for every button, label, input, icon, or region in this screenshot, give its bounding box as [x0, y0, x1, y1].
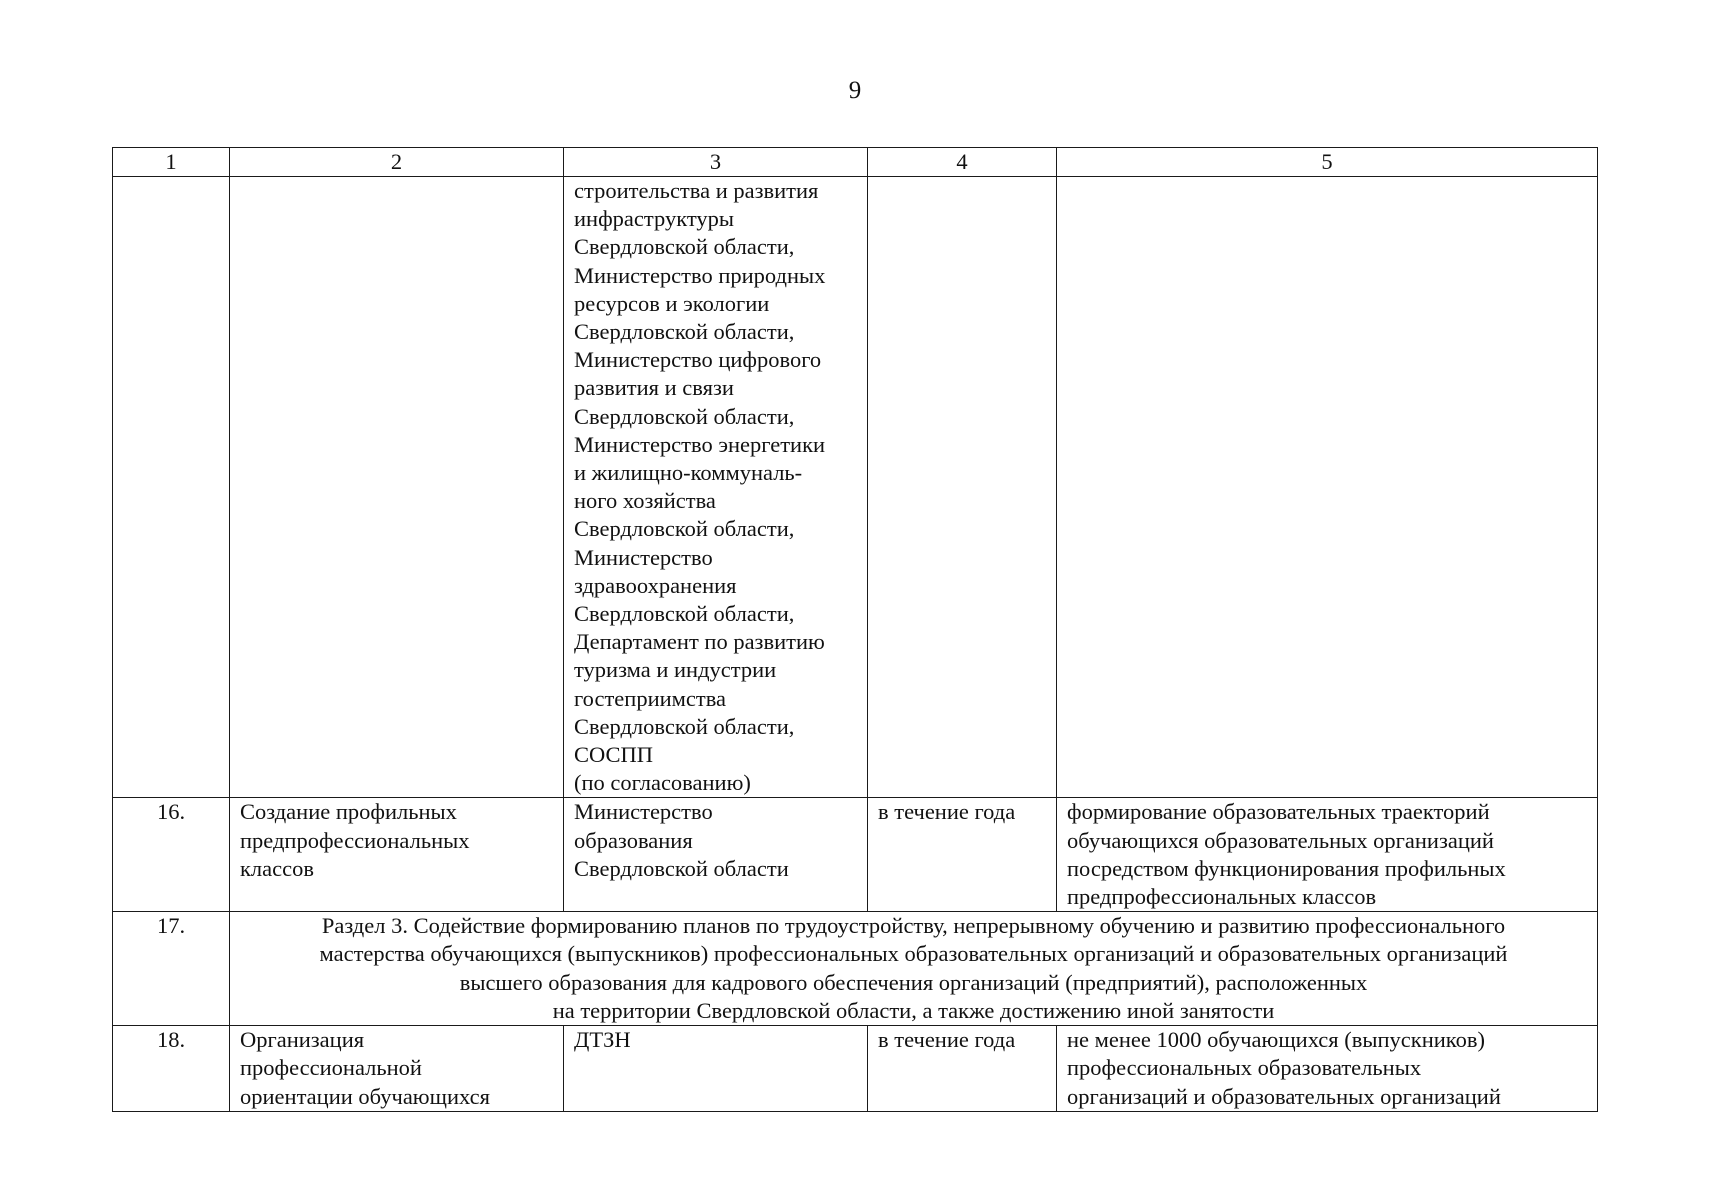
table-row: [113, 1026, 1598, 1112]
result-cell: не менее 1000 обучающихся (выпускников) профессиональных образовательных организаций и образовательных организаций: [1057, 1026, 1598, 1112]
table-row: [113, 177, 1598, 798]
executor-cell: Министерство образования Свердловской области: [564, 798, 868, 912]
term-cell: в течение года: [868, 1026, 1057, 1112]
column-header: 4: [868, 148, 1057, 177]
column-header: 1: [113, 148, 230, 177]
column-header: 3: [564, 148, 868, 177]
section-row: [113, 912, 1598, 1026]
row-number: [113, 177, 230, 798]
page-number: 9: [848, 77, 862, 104]
event-cell: Создание профильных предпрофессиональных классов: [230, 798, 564, 912]
executor-cell: строительства и развития инфраструктуры Свердловской области, Министерство природных ресурсов и экологии Свердловской области, Министерство цифрового развития и связи Свердловской области, Министерство энергетики и жилищно-коммуналь- ного хозяйства Свердловской области, Министерство здравоохранения Свердловской области, Департамент по развитию туризма и индустрии гостеприимства Свердловской области, СОСПП (по согласованию): [564, 177, 868, 798]
table-row: [113, 798, 1598, 912]
result-cell: [1057, 177, 1598, 798]
column-header: 2: [230, 148, 564, 177]
column-header: 5: [1057, 148, 1598, 177]
term-cell: [868, 177, 1057, 798]
row-number: 16.: [113, 798, 230, 912]
row-number: 18.: [113, 1026, 230, 1112]
event-cell: Организация профессиональной ориентации обучающихся: [230, 1026, 564, 1112]
plan-table: [112, 147, 1598, 1112]
event-cell: [230, 177, 564, 798]
executor-cell: ДТЗН: [564, 1026, 868, 1112]
section-heading: Раздел 3. Содействие формированию планов по трудоустройству, непрерывному обучению и развитию профессионального мастерства обучающихся (выпускников) профессиональных образовательных организаций и образовательных организаций высшего образования для кадрового обеспечения организаций (предприятий), расположенных на территории Свердловской области, а также достижению иной занятости: [230, 912, 1598, 1026]
row-number: 17.: [113, 912, 230, 1026]
result-cell: формирование образовательных траекторий обучающихся образовательных организаций посредством функционирования профильных предпрофессиональных классов: [1057, 798, 1598, 912]
table-header-row: [113, 148, 1598, 177]
term-cell: в течение года: [868, 798, 1057, 912]
